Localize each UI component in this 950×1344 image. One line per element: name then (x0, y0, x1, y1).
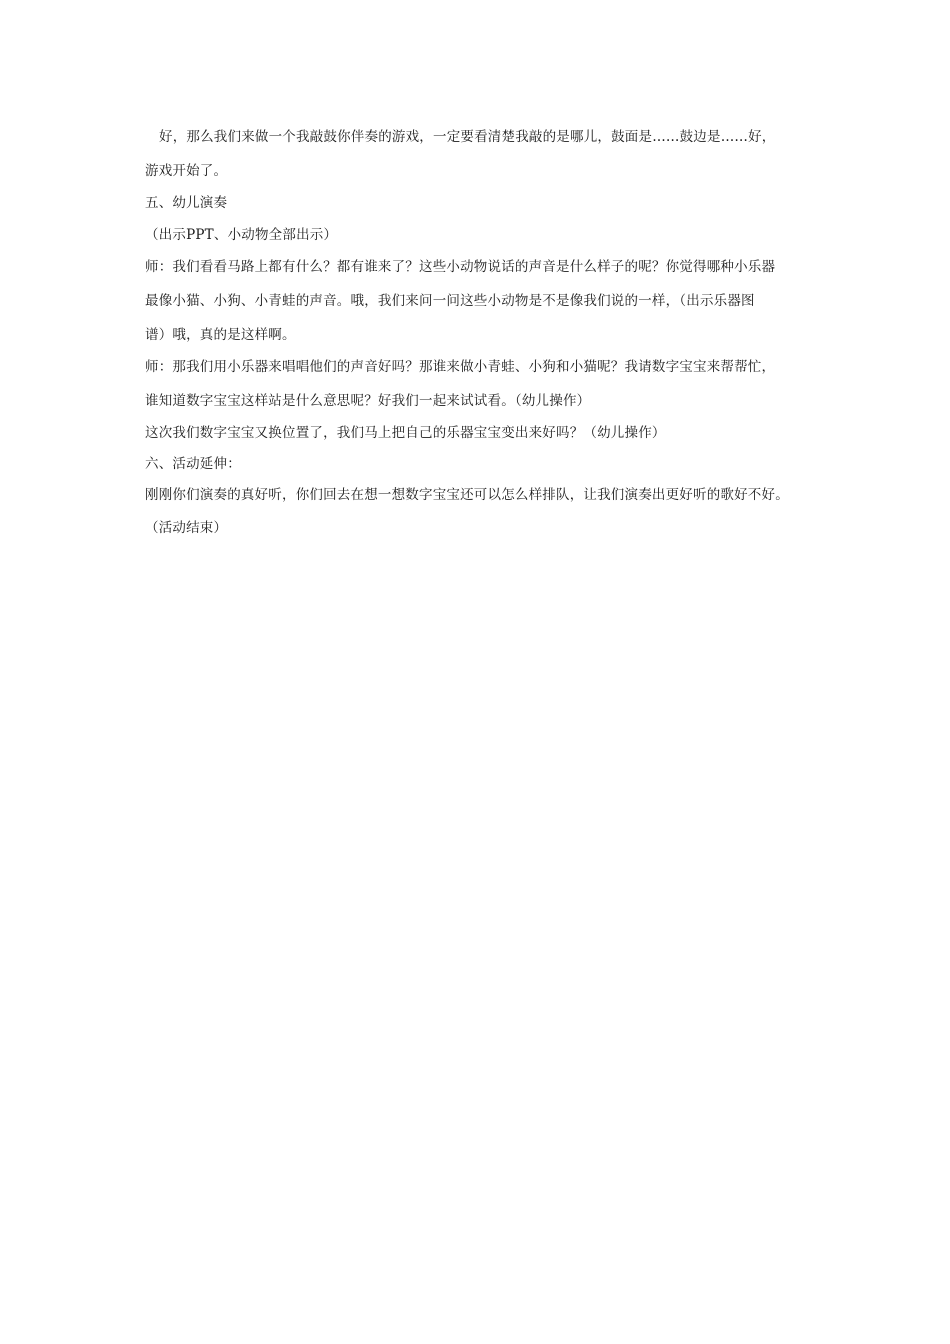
section-heading-6: 六、活动延伸： (145, 456, 241, 472)
section-heading-5: 五、幼儿演奏 (145, 195, 228, 211)
paragraph-line-12: 刚刚你们演奏的真好听，你们回去在想一想数字宝宝还可以怎么样排队，让我们演奏出更好听的歌好不好。 (145, 487, 789, 503)
paragraph-line-1: 好，那么我们来做一个我敲鼓你伴奏的游戏，一定要看清楚我敲的是哪儿，鼓面是……鼓边是……好， (159, 129, 776, 145)
paragraph-line-10: 这次我们数字宝宝又换位置了，我们马上把自己的乐器宝宝变出来好吗？（幼儿操作） (145, 425, 666, 441)
paragraph-line-2: 游戏开始了。 (145, 163, 228, 179)
stage-direction-line: （出示PPT、小动物全部出示） (145, 227, 338, 243)
paragraph-line-7: 谱）哦，真的是这样啊。 (145, 327, 296, 343)
paragraph-line-8: 师：那我们用小乐器来唱唱他们的声音好吗？那谁来做小青蛙、小狗和小猫呢？我请数字宝宝来帮帮忙， (145, 359, 776, 375)
paragraph-line-5: 师：我们看看马路上都有什么？都有谁来了？这些小动物说话的声音是什么样子的呢？你觉得哪种小乐器 (145, 259, 776, 275)
paragraph-line-9: 谁知道数字宝宝这样站是什么意思呢？好我们一起来试试看。（幼儿操作） (145, 393, 591, 409)
paragraph-line-6: 最像小猫、小狗、小青蛙的声音。哦，我们来问一问这些小动物是不是像我们说的一样，（出示乐器图 (145, 293, 755, 309)
closing-line: （活动结束） (145, 520, 228, 536)
